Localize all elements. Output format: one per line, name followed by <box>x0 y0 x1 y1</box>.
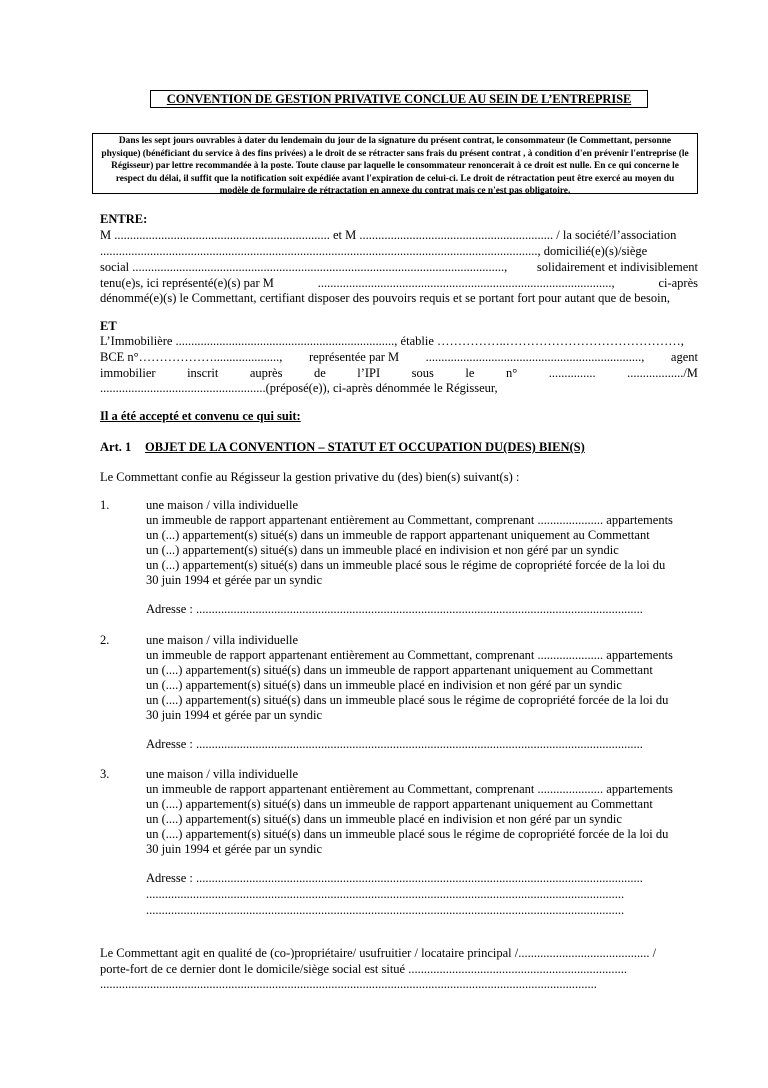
et-word: inscrit <box>187 366 219 380</box>
et-word: de <box>313 366 326 380</box>
item-2-line: une maison / villa individuelle <box>146 633 299 647</box>
withdrawal-notice-box: Dans les sept jours ouvrables à dater du lendemain du jour de la signature du présent contrat, le consommateur (le Commettant, personne physique) (bénéficiant du service à des fins privées) a le droit de se rétracter sans frais du présent contrat , à condition d'en prévenir l'entreprise (le Régisseur) par lettre recommandée à la poste. Toute clause par laquelle le consommateur renoncerait à ce droit est nulle. En ce qui concerne le respect du délai, il suffit que la notification soit expédiée avant l'expiration de celui-ci. Le droit de rétractation peut être exercé au moyen du modèle de formulaire de rétractation en annexe du contrat mais ce n'est pas obligatoire. <box>92 133 698 194</box>
entre-heading: ENTRE: <box>100 212 148 226</box>
item-2-address: Adresse : ............................................................................................................................................... <box>146 737 643 751</box>
entre-line-1: M ..................................................................... et M .............................................................. / la société/l’association <box>100 228 677 242</box>
et-line-1: L’Immobilière ......................................................................, établie ……………..……………………………………, <box>100 334 684 348</box>
article-1-intro: Le Commettant confie au Régisseur la gestion privative du (des) bien(s) suivant(s) : <box>100 470 520 484</box>
entre-line-2: ............................................................................................................................................, domicilié(e)(s)/siège <box>100 244 648 258</box>
et-word: le <box>465 366 475 380</box>
item-3-address-extra: ......................................................................................................................................................... <box>146 887 625 901</box>
item-2-line: 30 juin 1994 et gérée par un syndic <box>146 708 322 722</box>
et-line-4: .....................................................(préposé(e)), ci-après dénommée le Régisseur, <box>100 381 498 395</box>
article-1-number: Art. 1 <box>100 440 132 454</box>
et-line-3 <box>100 366 698 381</box>
article-1-heading <box>100 440 585 455</box>
item-1-line: un (...) appartement(s) situé(s) dans un immeuble placé en indivision et non géré par un syndic <box>146 543 619 557</box>
item-3-line: une maison / villa individuelle <box>146 767 299 781</box>
et-line-2b: représentée par M <box>308 350 400 364</box>
item-3-line: un (....) appartement(s) situé(s) dans un immeuble de rapport appartenant uniquement au Commettant <box>146 797 653 811</box>
item-3-number: 3. <box>100 767 110 781</box>
item-1-line: un (...) appartement(s) situé(s) dans un immeuble de rapport appartenant uniquement au Commettant <box>146 528 650 542</box>
et-word: l’IPI <box>357 366 381 380</box>
entre-line-4c: ci-après <box>658 276 698 290</box>
et-line-2a: BCE n°………………....................., <box>100 350 283 364</box>
et-word: auprès <box>249 366 283 380</box>
item-1-line <box>146 513 698 528</box>
entre-line-4 <box>100 276 698 291</box>
item-3-address-extra: ......................................................................................................................................................... <box>146 903 625 917</box>
closing-line-1: Le Commettant agit en qualité de (co-)propriétaire/ usufruitier / locataire principal /.......................................... / <box>100 946 657 960</box>
item-3-line: 30 juin 1994 et gérée par un syndic <box>146 842 322 856</box>
et-heading: ET <box>100 319 117 333</box>
item-1-line: 30 juin 1994 et gérée par un syndic <box>146 573 322 587</box>
entre-line-3 <box>100 260 698 275</box>
et-word: immobilier <box>100 366 156 380</box>
entre-line-4b: .............................................................................................., <box>317 276 615 290</box>
article-1-title: OBJET DE LA CONVENTION – STATUT ET OCCUPATION DU(DES) BIEN(S) <box>145 440 585 454</box>
entre-line-3b: solidairement et indivisiblement <box>536 260 698 274</box>
item-2-line: un immeuble de rapport appartenant entièrement au Commettant, comprenant ..................... appartements <box>146 648 673 662</box>
et-line-2c: ....................................................................., <box>425 350 645 364</box>
item-2-line: un (....) appartement(s) situé(s) dans un immeuble placé sous le régime de copropriété forcée de la loi du <box>146 693 669 707</box>
et-word: n° <box>505 366 518 380</box>
et-line-2 <box>100 350 698 365</box>
item-2-number: 2. <box>100 633 110 647</box>
document-title: CONVENTION DE GESTION PRIVATIVE CONCLUE AU SEIN DE L’ENTREPRISE <box>150 90 648 108</box>
item-3-line: un (....) appartement(s) situé(s) dans un immeuble placé en indivision et non géré par un syndic <box>146 812 622 826</box>
entre-line-5: dénommé(e)(s) le Commettant, certifiant disposer des pouvoirs requis et se portant fort pour autant que de besoin, <box>100 291 670 305</box>
closing-line-3: ............................................................................................................................................................... <box>100 977 597 991</box>
closing-line-2: porte-fort de ce dernier dont le domicile/siège social est situé ...................................................................... <box>100 962 627 976</box>
item-3-line: un (....) appartement(s) situé(s) dans un immeuble placé sous le régime de copropriété forcée de la loi du <box>146 827 669 841</box>
item-1-line: une maison / villa individuelle <box>146 498 299 512</box>
item-2-line: un (....) appartement(s) situé(s) dans un immeuble placé en indivision et non géré par un syndic <box>146 678 622 692</box>
item-1-address: Adresse : ............................................................................................................................................... <box>146 602 643 616</box>
entre-line-4a: tenu(e)s, ici représenté(e)(s) par M <box>100 276 274 290</box>
et-word: sous <box>411 366 434 380</box>
et-word: ................../M <box>627 366 698 380</box>
item-3-line: un immeuble de rapport appartenant entièrement au Commettant, comprenant ..................... appartements <box>146 782 673 796</box>
item-1-number: 1. <box>100 498 110 512</box>
item-1-line-text: un immeuble de rapport appartenant entièrement au Commettant, comprenant ..................... appartements <box>146 513 673 527</box>
agreement-heading: Il a été accepté et convenu ce qui suit: <box>100 409 301 423</box>
et-line-2d: agent <box>670 350 698 364</box>
item-1-line: un (...) appartement(s) situé(s) dans un immeuble placé sous le régime de copropriété forcée de la loi du <box>146 558 666 572</box>
et-word: ............... <box>548 366 596 380</box>
item-3-address: Adresse : ............................................................................................................................................... <box>146 871 643 885</box>
entre-line-3a: social ......................................................................................................................., <box>100 260 508 274</box>
item-2-line: un (....) appartement(s) situé(s) dans un immeuble de rapport appartenant uniquement au Commettant <box>146 663 653 677</box>
